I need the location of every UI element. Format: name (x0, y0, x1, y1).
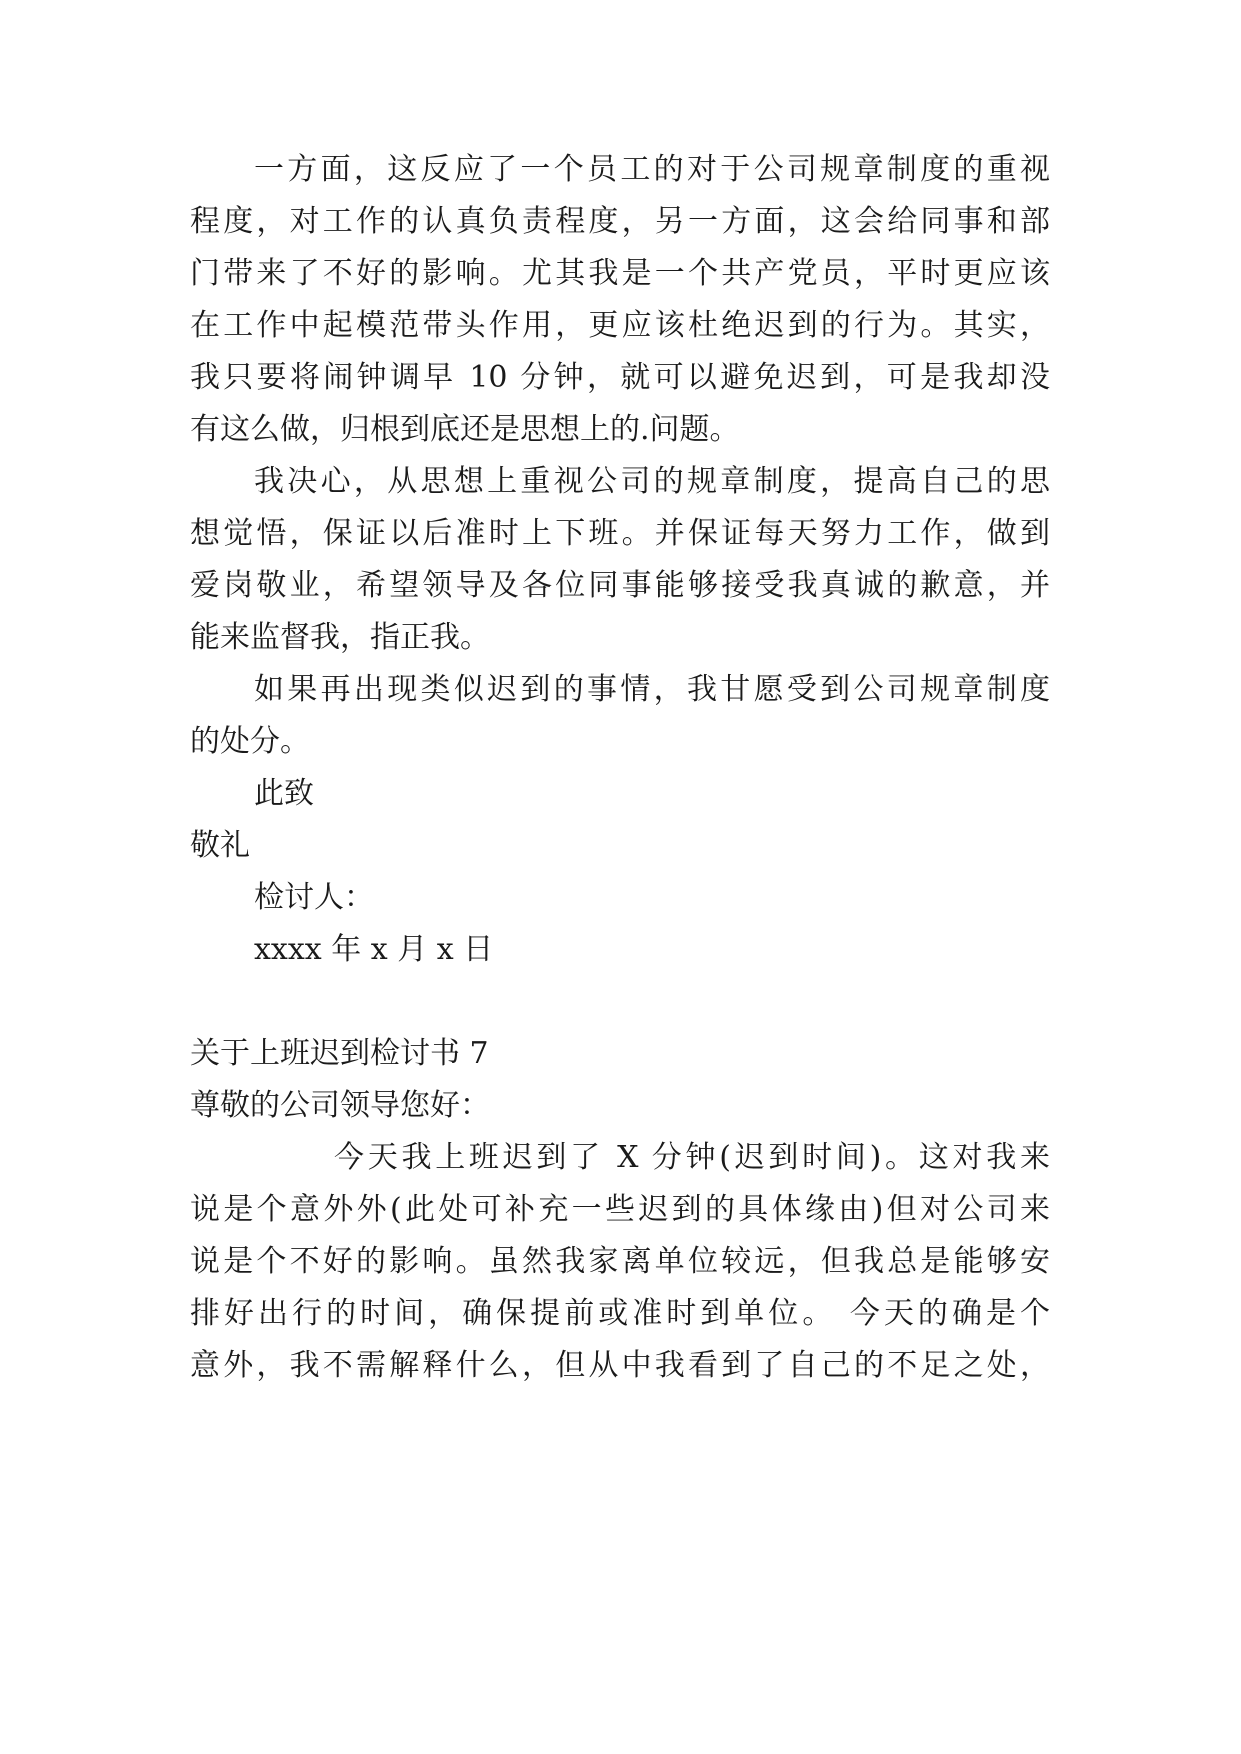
paragraph-line: 的处分。 (190, 724, 310, 759)
letter-greeting: 尊敬的公司领导您好： (190, 1088, 490, 1123)
closing-regards: 敬礼 (190, 828, 250, 863)
paragraph-line: 爱岗敬业，希望领导及各位同事能够接受我真诚的歉意，并 (190, 568, 1050, 603)
paragraph-line: 一方面，这反应了一个员工的对于公司规章制度的重视 (254, 152, 1050, 187)
closing-salutation: 此致 (254, 776, 314, 811)
paragraph-line: 门带来了不好的影响。尤其我是一个共产党员，平时更应该 (190, 256, 1050, 291)
paragraph-line: 说是个不好的影响。虽然我家离单位较远，但我总是能够安 (190, 1244, 1050, 1279)
paragraph-line: 程度，对工作的认真负责程度，另一方面，这会给同事和部 (190, 204, 1050, 239)
paragraph-line: 我只要将闹钟调早 10 分钟，就可以避免迟到，可是我却没 (190, 360, 1050, 395)
paragraph-line: 在工作中起模范带头作用，更应该杜绝迟到的行为。其实， (190, 308, 1050, 343)
paragraph-line: 想觉悟，保证以后准时上下班。并保证每天努力工作，做到 (190, 516, 1050, 551)
paragraph-line: 能来监督我，指正我。 (190, 620, 490, 655)
paragraph-line: 今天我上班迟到了 X 分钟(迟到时间)。这对我来 (334, 1140, 1050, 1175)
paragraph-line: 有这么做，归根到底还是思想上的.问题。 (190, 412, 740, 447)
paragraph-line: 排好出行的时间，确保提前或准时到单位。 今天的确是个 (190, 1296, 1050, 1331)
signer-label: 检讨人： (254, 880, 374, 915)
signature-date: xxxx 年 x 月 x 日 (254, 932, 494, 967)
paragraph-line: 我决心，从思想上重视公司的规章制度，提高自己的思 (254, 464, 1050, 499)
paragraph-line: 如果再出现类似迟到的事情，我甘愿受到公司规章制度 (254, 672, 1050, 707)
paragraph-line: 说是个意外外(此处可补充一些迟到的具体缘由)但对公司来 (190, 1192, 1050, 1227)
section-title: 关于上班迟到检讨书 7 (190, 1036, 489, 1071)
paragraph-line: 意外，我不需解释什么，但从中我看到了自己的不足之处， (190, 1348, 1050, 1383)
